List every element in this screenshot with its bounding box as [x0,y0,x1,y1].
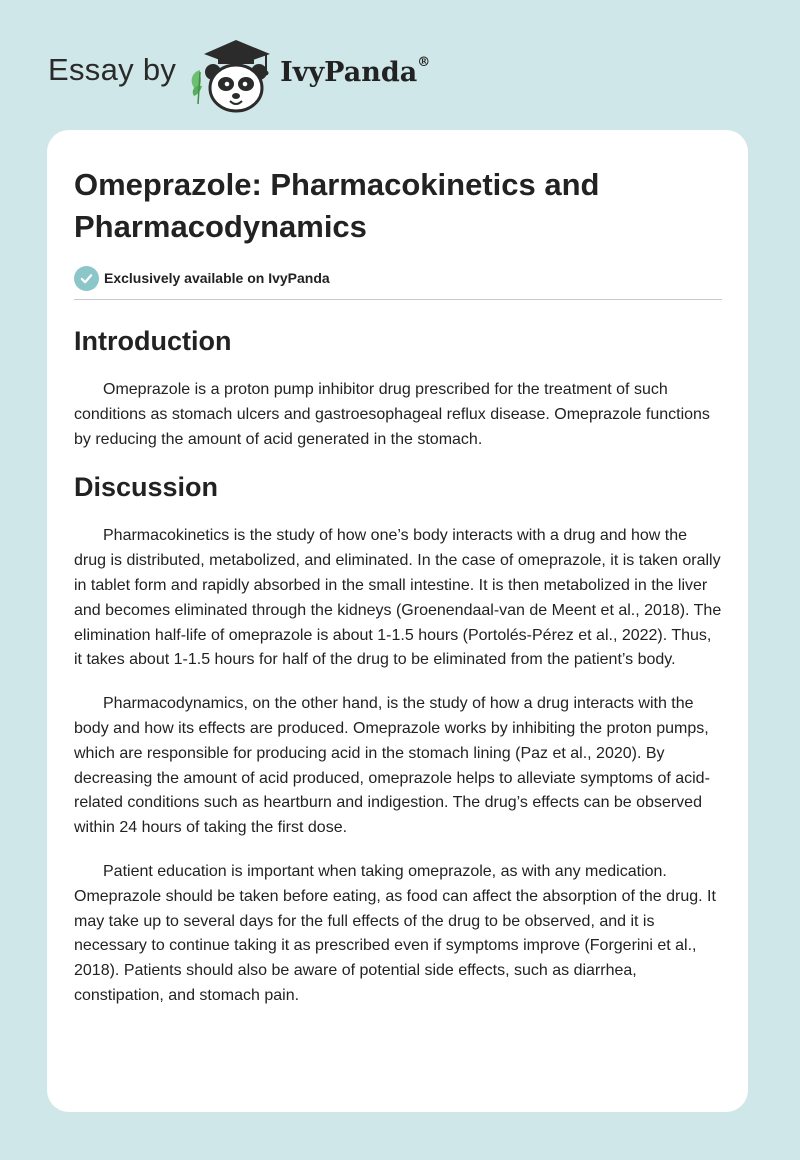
paragraph: Patient education is important when taking omeprazole, as with any medication. Omeprazole should be taken before eating, as food can affect the absorption of the drug. It may take up to several days for the full effects of the drug to be observed, and it is necessary to continue taking it as prescribed even if symptoms improve (Forgerini et al., 2018). Patients should also be aware of potential side effects, such as diarrhea, constipation, and stomach pain. [74,862,716,1004]
paragraph: Pharmacodynamics, on the other hand, is the study of how a drug interacts with the body and how its effects are produced. Omeprazole works by inhibiting the proton pumps, which are responsible for producing acid in the stomach lining (Paz et al., 2020). By decreasing the amount of acid produced, omeprazole helps to alleviate symptoms of acid-related conditions such as heartburn and indigestion. The drug’s effects can be observed within 24 hours of taking the first dose. [74,695,710,837]
panda-logo-icon[interactable] [186,34,278,114]
paragraph: Omeprazole is a proton pump inhibitor drug prescribed for the treatment of such conditions as stomach ulcers and gastroesophageal reflux disease. Omeprazole functions by reducing the amount of acid generated in the stomach. [74,381,710,448]
exclusive-badge [74,265,722,291]
check-icon [74,266,99,291]
essay-by-label: Essay by [48,52,177,87]
site-header [48,34,430,114]
section-heading: Discussion [74,472,219,503]
section-heading: Introduction [74,326,232,356]
brand-name[interactable]: IvyPanda® [280,54,431,88]
article-card [47,130,748,1112]
title-divider [74,299,722,300]
paragraph: Pharmacokinetics is the study of how one’s body interacts with a drug and how the drug is distributed, metabolized, and eliminated. In the case of omeprazole, it is taken orally in tablet form and rapidly absorbed in the small intestine. It is then metabolized in the liver and becomes eliminated through the kidneys (Groenendaal-van de Meent et al., 2018). The elimination half-life of omeprazole is about 1-1.5 hours (Portolés-Pérez et al., 2022). Thus, it takes about 1-1.5 hours for half of the drug to be eliminated from the patient’s body. [74,527,722,669]
article-title: Omeprazole: Pharmacokinetics and Pharmacodynamics [74,167,600,244]
exclusive-badge-label: Exclusively available on IvyPanda [104,270,330,286]
